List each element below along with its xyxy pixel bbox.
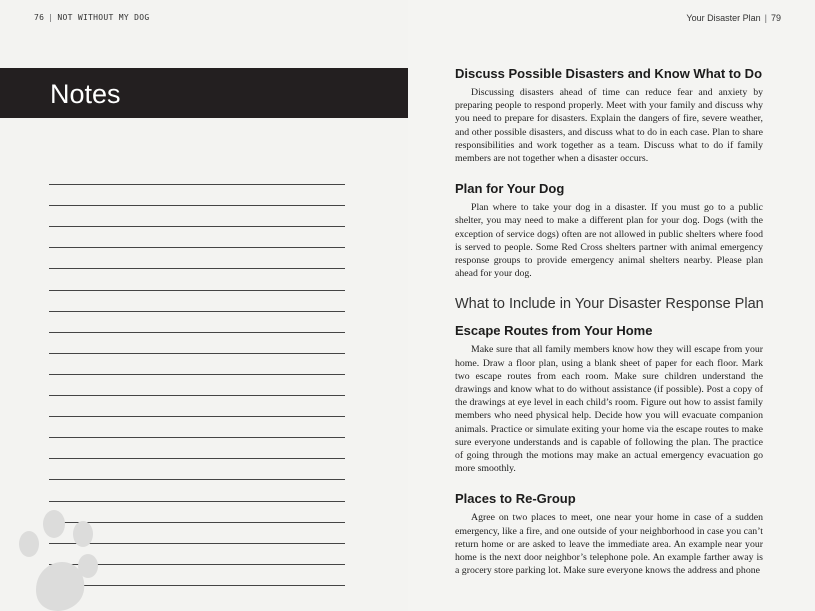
note-line: [49, 164, 345, 185]
note-line: [49, 480, 345, 501]
note-line: [49, 375, 345, 396]
note-line: [49, 333, 345, 354]
note-line: [49, 248, 345, 269]
right-page-number: 79: [770, 13, 781, 23]
book-title: NOT WITHOUT MY DOG: [57, 13, 150, 22]
section-body: Make sure that all family members know how they will escape from your home. Draw a floor plan, using a blank sheet of paper for each floor. Mark two escape routes from each room. Make sure children understand the drawings and know what to do without assistance (if possible). Post a copy of the drawings at eye level in each child’s room. Figure out how to assist family members who need physical help. Decide how you will evacuate companion animals. Practice or simulate exiting your home via the escape routes to make sure everyone understands and is capable of following the plan. The practice of going through the motions may make an actual emergency evacuation go more smoothly.: [455, 344, 763, 475]
note-line: [49, 206, 345, 227]
note-line: [49, 312, 345, 333]
notes-title: Notes: [50, 79, 121, 109]
notes-title-bar: [0, 68, 408, 118]
paw-print-icon: [16, 508, 106, 611]
right-running-header: [686, 13, 781, 23]
note-line: [49, 417, 345, 438]
header-divider: |: [48, 13, 54, 22]
section-heading: Escape Routes from Your Home: [455, 323, 653, 339]
section-heading: Discuss Possible Disasters and Know What to Do: [455, 66, 763, 81]
note-line: [49, 438, 345, 459]
chapter-title: Your Disaster Plan: [686, 13, 761, 23]
right-page-content: [455, 66, 763, 593]
header-divider: |: [764, 13, 767, 23]
section-heading: Plan for Your Dog: [455, 181, 565, 197]
note-line: [49, 227, 345, 248]
note-line: [49, 396, 345, 417]
section-body: Discussing disasters ahead of time can reduce fear and anxiety by preparing people to respond properly. Meet with your family and discuss why you need to prepare for disasters. Explain the dangers of fire, severe weather, and other possible disasters, and discuss what to do in each case. Plan to share responsibilities and work together as a team. Discuss what to do if family members are not together when a disaster occurs.: [455, 87, 763, 165]
section-heading: Places to Re-Group: [455, 491, 576, 507]
major-heading: What to Include in Your Disaster Response Plan: [455, 296, 764, 313]
note-line: [49, 291, 345, 312]
note-line: [49, 354, 345, 375]
note-line: [49, 269, 345, 290]
left-page-number: 76: [34, 13, 45, 22]
note-line: [49, 459, 345, 480]
note-line: [49, 185, 345, 206]
section-body: Agree on two places to meet, one near your home in case of a sudden emergency, like a fire, and one outside of your neighborhood in case you can’t return home or are asked to leave the immediate area. An example near your home is the next door neighbor’s telephone pole. An example farther away is a grocery store parking lot. Make sure everyone knows the address and phone: [455, 512, 763, 577]
left-running-header: [34, 13, 149, 22]
section-body: Plan where to take your dog in a disaster. If you must go to a public shelter, you may need to make a different plan for your dog. Dogs (with the exception of service dogs) often are not allowed in public shelters where food is served to people. Some Red Cross shelters partner with animal emergency response groups to provide emergency animal shelters nearby. Please plan ahead for your dog.: [455, 202, 763, 280]
